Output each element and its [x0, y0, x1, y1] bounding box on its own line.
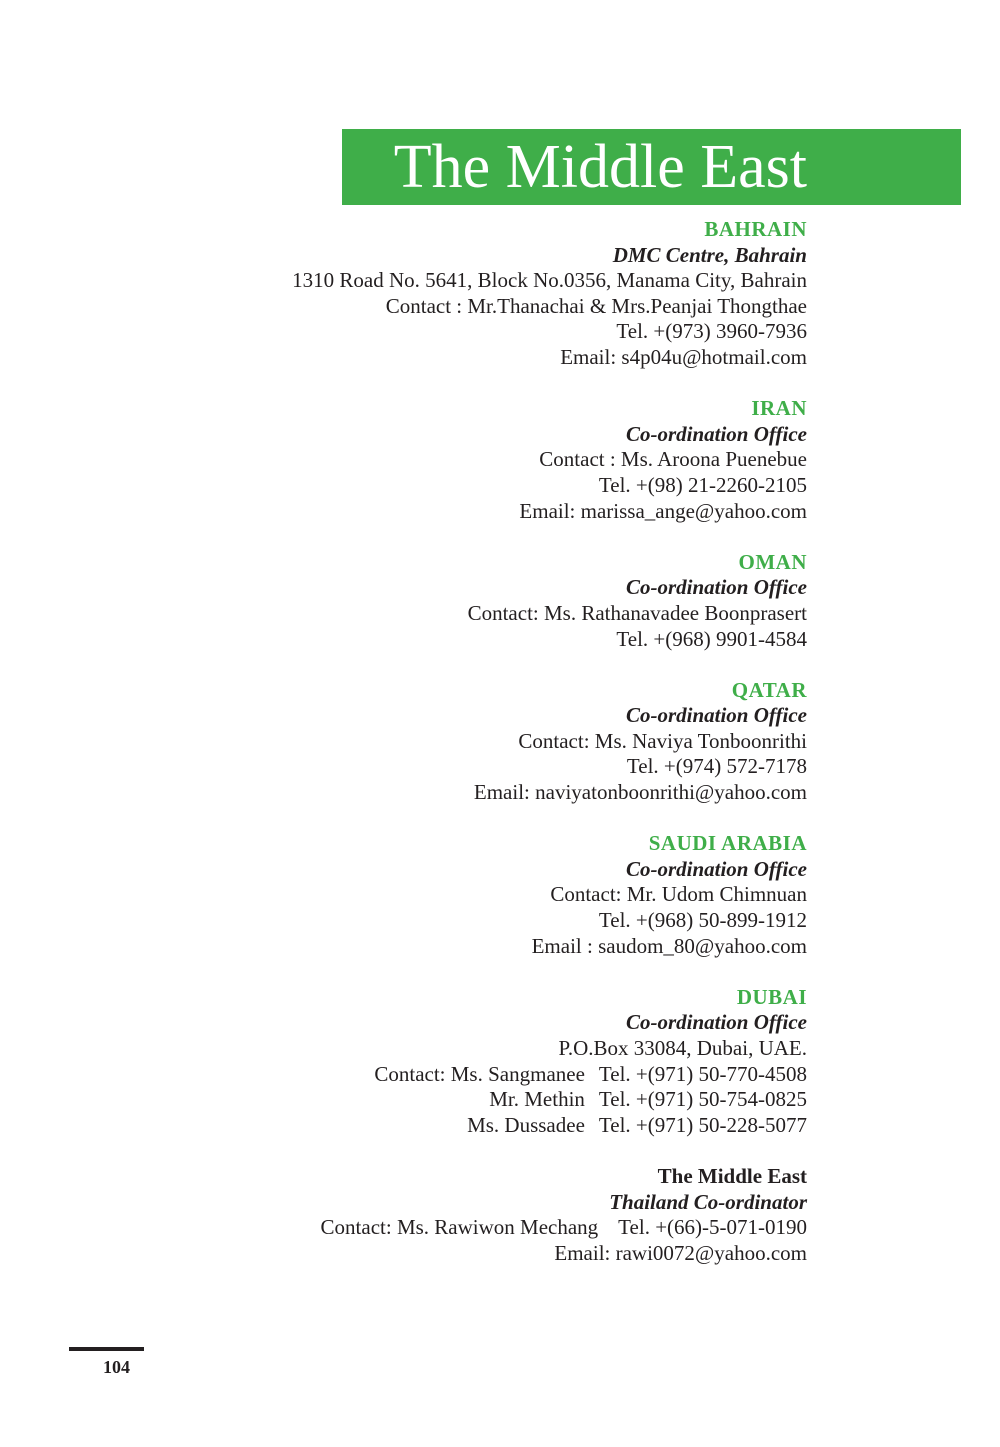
address: P.O.Box 33084, Dubai, UAE.: [558, 1036, 807, 1060]
email: Email : saudom_80@yahoo.com: [531, 933, 807, 958]
contact-row: [187, 1062, 807, 1088]
telephone: Tel. +(66)-5-071-0190: [618, 1215, 807, 1240]
contact-row: [187, 1113, 807, 1139]
office-name: Co-ordination Office: [625, 575, 807, 600]
section-qatar: [187, 678, 807, 806]
contact-person: Ms. Dussadee: [467, 1112, 585, 1137]
contact-person: Contact: Mr. Udom Chimnuan: [550, 882, 807, 907]
office-name: Co-ordination Office: [625, 703, 807, 728]
country-heading: DUBAI: [736, 984, 807, 1009]
telephone: Tel. +(973) 3960-7936: [616, 319, 807, 344]
email: Email: s4p04u@hotmail.com: [560, 344, 807, 369]
section-oman: [187, 550, 807, 652]
telephone: Tel. +(971) 50-770-4508: [598, 1061, 807, 1086]
contact-person: Contact: Ms. Rawiwon Mechang: [320, 1215, 599, 1240]
title-banner: [342, 129, 961, 205]
page-title: The Middle East: [393, 133, 807, 201]
telephone: Tel. +(968) 50-899-1912: [598, 908, 807, 933]
contact-row: [187, 1215, 807, 1241]
section-saudi-arabia: [187, 831, 807, 959]
office-name: DMC Centre, Bahrain: [612, 242, 807, 267]
telephone: Tel. +(974) 572-7178: [626, 754, 807, 779]
country-heading: SAUDI ARABIA: [648, 831, 807, 856]
office-name: Co-ordination Office: [625, 856, 807, 881]
contact-person: Contact: Ms. Naviya Tonboonrithi: [518, 728, 807, 753]
office-name: Co-ordination Office: [625, 421, 807, 446]
email: Email: rawi0072@yahoo.com: [554, 1240, 807, 1265]
contact-person: Contact : Ms. Aroona Puenebue: [539, 447, 807, 472]
address: 1310 Road No. 5641, Block No.0356, Manama City, Bahrain: [292, 268, 807, 293]
section-iran: [187, 396, 807, 524]
office-name: Thailand Co-ordinator: [609, 1189, 807, 1214]
country-heading: OMAN: [738, 549, 807, 574]
telephone: Tel. +(968) 9901-4584: [616, 626, 807, 651]
telephone: Tel. +(98) 21-2260-2105: [598, 472, 807, 497]
email: Email: naviyatonboonrithi@yahoo.com: [473, 780, 807, 805]
contact-directory: [187, 217, 807, 1292]
contact-person: Mr. Methin: [489, 1087, 585, 1112]
country-heading: IRAN: [751, 396, 807, 421]
country-heading: QATAR: [731, 677, 807, 702]
telephone: Tel. +(971) 50-754-0825: [598, 1087, 807, 1112]
contact-person: Contact: Ms. Sangmanee: [374, 1061, 585, 1086]
section-dubai: [187, 985, 807, 1139]
contact-person: Contact: Ms. Rathanavadee Boonprasert: [467, 600, 807, 625]
office-name: Co-ordination Office: [625, 1010, 807, 1035]
telephone: Tel. +(971) 50-228-5077: [598, 1112, 807, 1137]
footer-rule: [69, 1347, 144, 1351]
email: Email: marissa_ange@yahoo.com: [519, 498, 807, 523]
contact-person: Contact : Mr.Thanachai & Mrs.Peanjai Thongthae: [385, 293, 807, 318]
section-thailand-coordinator: [187, 1164, 807, 1266]
page-number: 104: [103, 1357, 130, 1377]
section-bahrain: [187, 217, 807, 371]
section-heading: The Middle East: [657, 1163, 807, 1188]
contact-row: [187, 1087, 807, 1113]
country-heading: BAHRAIN: [704, 217, 807, 241]
